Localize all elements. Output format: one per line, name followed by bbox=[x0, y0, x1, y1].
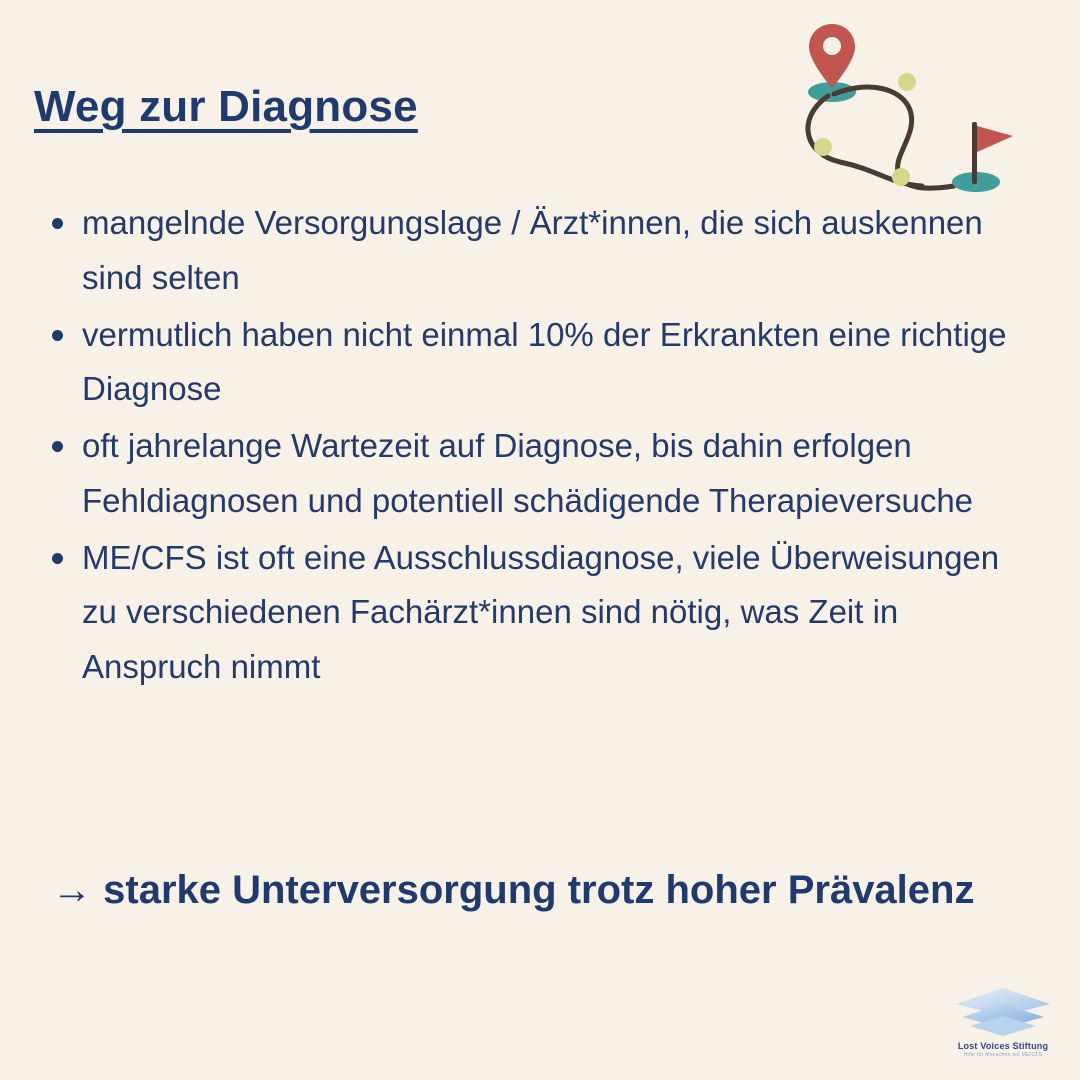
list-item: vermutlich haben nicht einmal 10% der Erkrankten eine richtige Diagnose bbox=[36, 308, 1026, 418]
arrow-icon: → bbox=[52, 868, 92, 912]
list-item: oft jahrelange Wartezeit auf Diagnose, bis dahin erfolgen Fehldiagnosen und potentiell schädigende Therapieversuche bbox=[36, 419, 1026, 529]
logo-text: Lost Voices Stiftung bbox=[957, 1041, 1049, 1051]
map-pin-icon bbox=[809, 24, 855, 88]
lost-voices-stiftung-logo bbox=[944, 984, 1062, 1066]
route-map-illustration bbox=[798, 14, 1018, 204]
page-title: Weg zur Diagnose bbox=[34, 82, 418, 131]
waypoint-dot bbox=[898, 73, 916, 91]
flag-icon bbox=[977, 126, 1013, 152]
flag-pole bbox=[972, 122, 977, 184]
list-item: mangelnde Versorgungslage / Ärzt*innen, die sich auskennen sind selten bbox=[36, 196, 1026, 306]
bullet-list bbox=[36, 196, 1026, 697]
list-item: ME/CFS ist oft eine Ausschlussdiagnose, viele Überweisungen zu verschiedenen Fachärzt*innen sind nötig, was Zeit in Anspruch nimmt bbox=[36, 531, 1026, 695]
logo-subtext: Hilfe für Menschen mit ME/CFS bbox=[963, 1052, 1043, 1058]
waypoint-dot bbox=[892, 168, 910, 186]
logo-mark-icon bbox=[948, 984, 1058, 1040]
conclusion-label: starke Unterversorgung trotz hoher Prävalenz bbox=[103, 868, 975, 912]
conclusion-text bbox=[52, 862, 1032, 919]
waypoint-dot bbox=[814, 138, 832, 156]
